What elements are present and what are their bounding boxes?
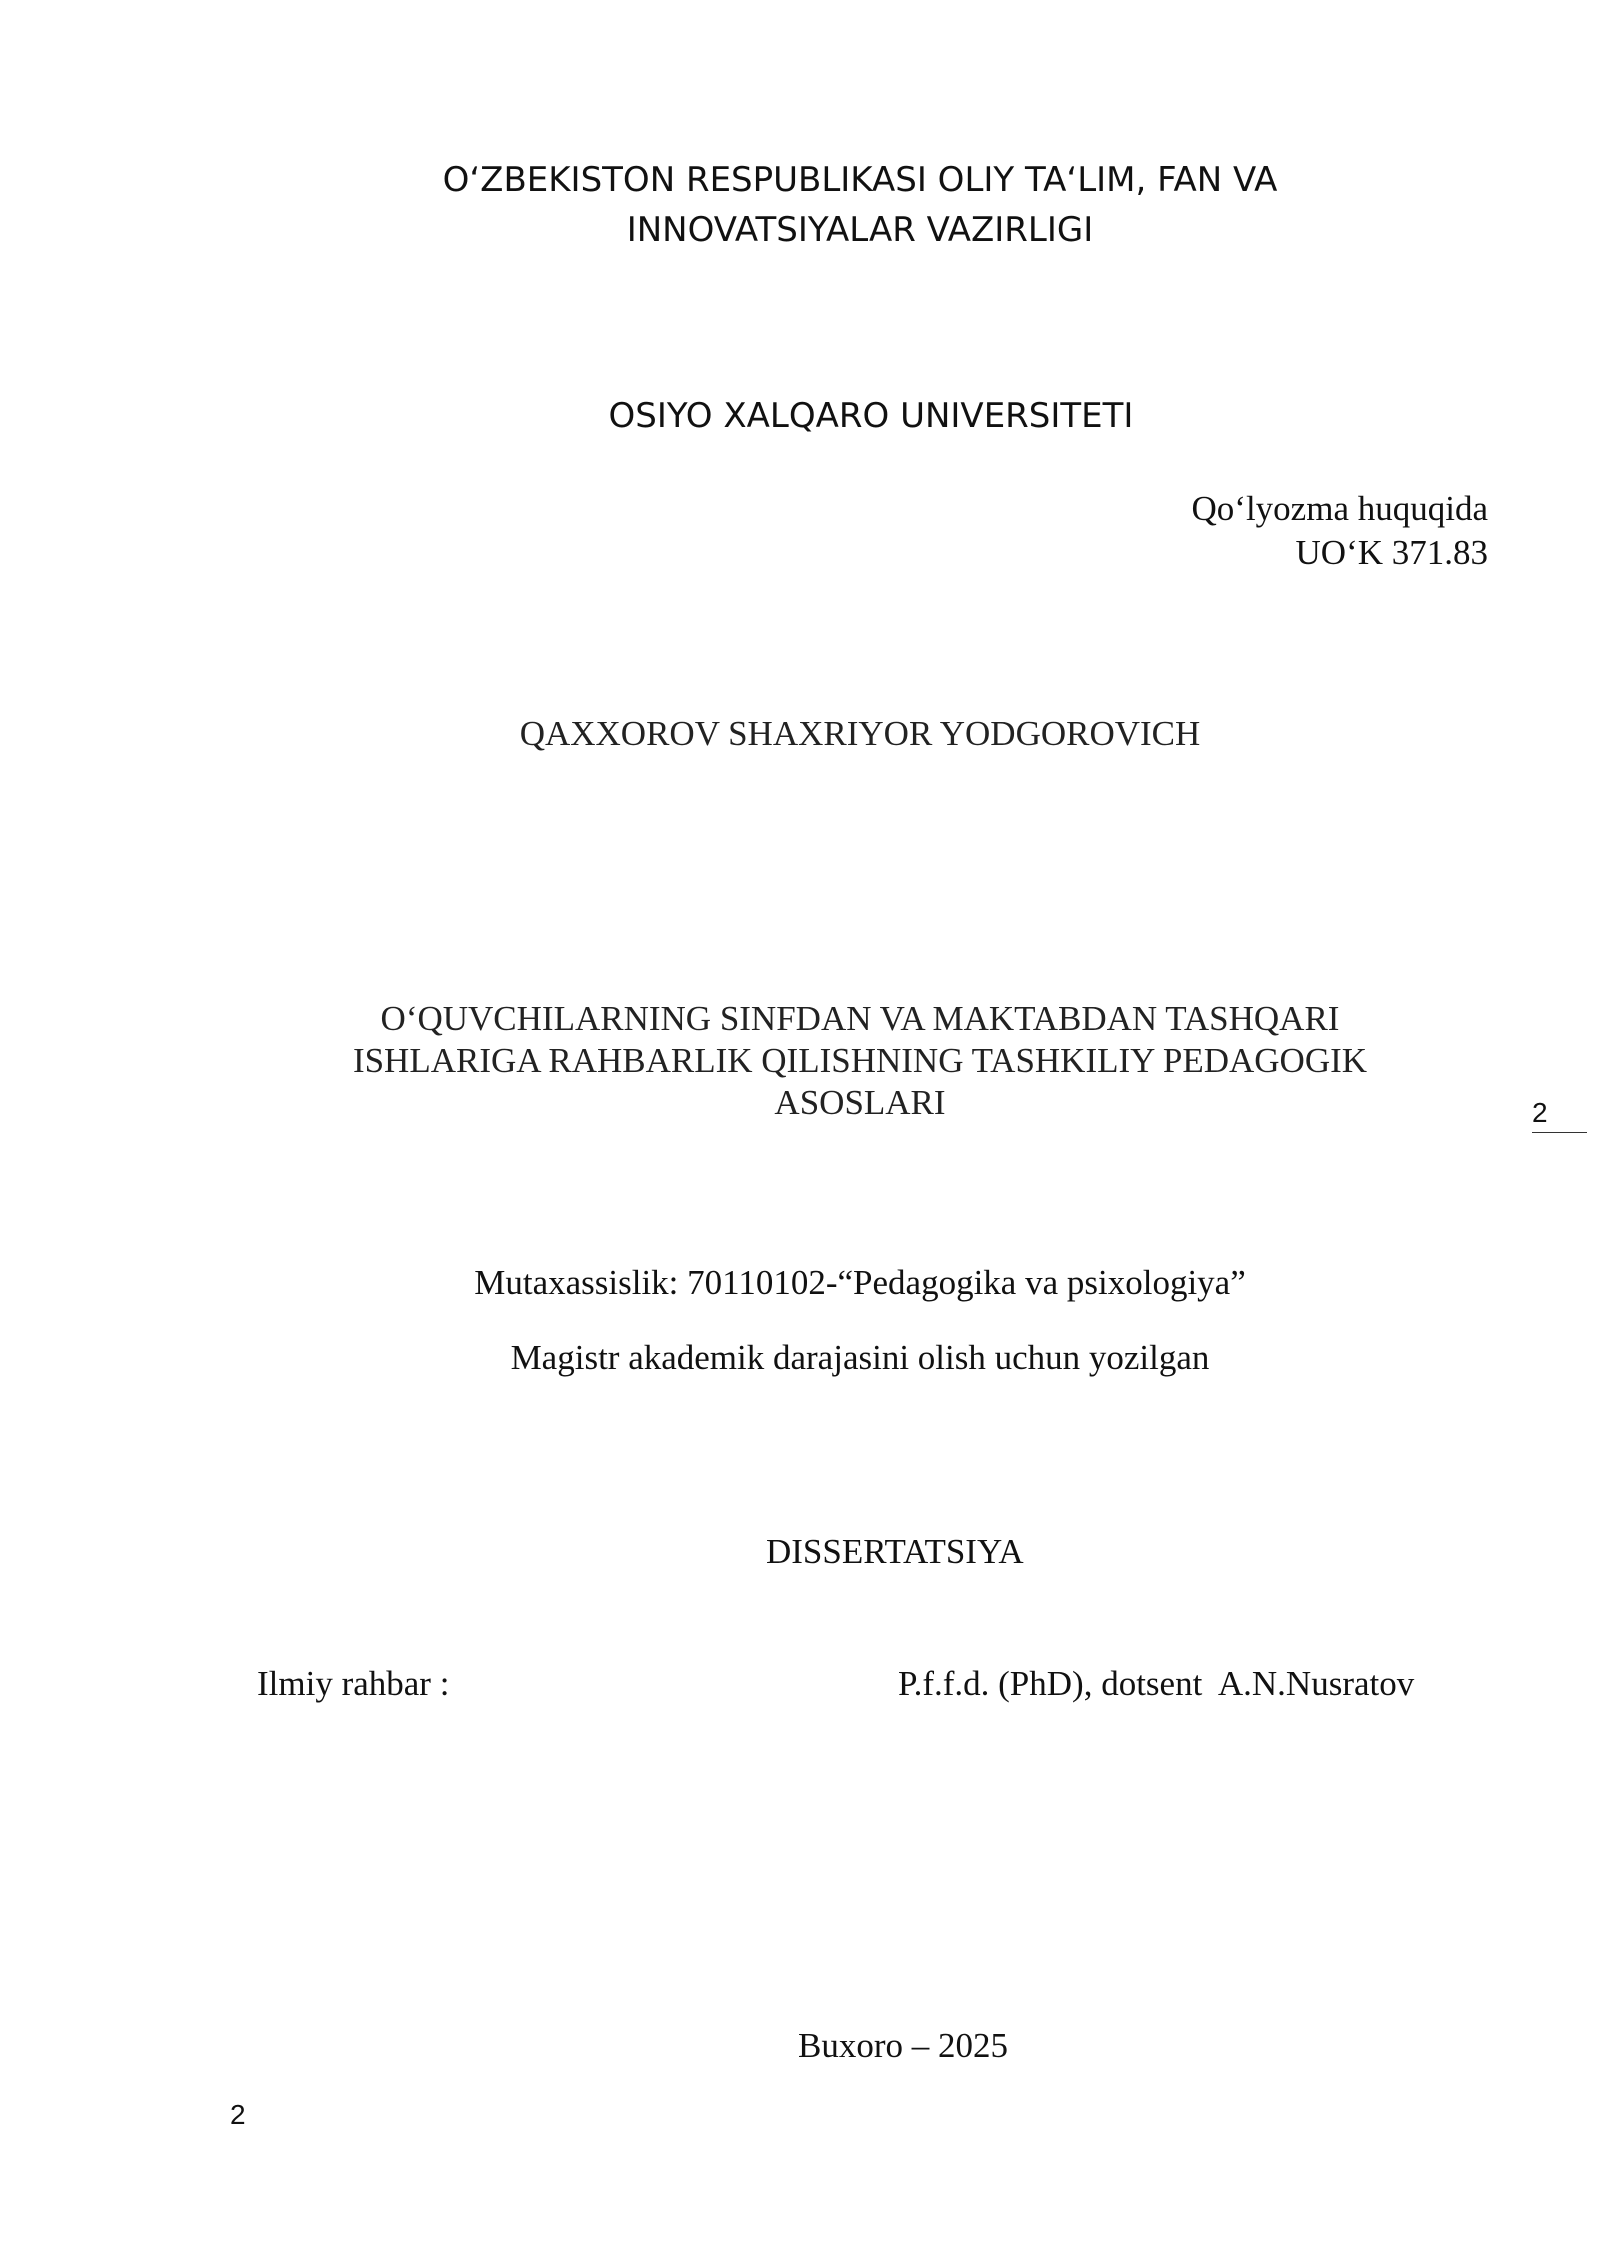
- thesis-title: [0, 998, 1600, 1124]
- ministry-line-1: O‘ZBEKISTON RESPUBLIKASI OLIY TA‘LIM, FAN VA: [442, 160, 1278, 200]
- university-name: OSIYO XALQARO UNIVERSITETI: [608, 396, 1134, 436]
- side-page-number: 2: [1532, 1096, 1587, 1133]
- advisor-label: Ilmiy rahbar :: [257, 1664, 450, 1703]
- specialty-line: Mutaxassislik: 70110102-“Pedagogika va psixologiya”: [474, 1263, 1246, 1302]
- degree-note: Magistr akademik darajasini olish uchun yozilgan: [510, 1338, 1210, 1377]
- city-year: Buxoro – 2025: [798, 2026, 1008, 2065]
- udc-code: UO‘K 371.83: [1295, 533, 1488, 572]
- document-type: DISSERTATSIYA: [766, 1532, 1024, 1571]
- rights-block: [1192, 487, 1488, 575]
- thesis-title-line-1: O‘QUVCHILARNING SINFDAN VA MAKTABDAN TASHQARI: [380, 999, 1340, 1038]
- footer-page-number: 2: [230, 2099, 246, 2130]
- rights-note: Qo‘lyozma huquqida: [1191, 489, 1488, 528]
- advisor-name: P.f.f.d. (PhD), dotsent A.N.Nusratov: [898, 1664, 1415, 1703]
- ministry-line-2: INNOVATSIYALAR VAZIRLIGI: [626, 210, 1094, 250]
- author-name: QAXXOROV SHAXRIYOR YODGOROVICH: [519, 714, 1201, 753]
- ministry-heading: [0, 155, 1600, 255]
- thesis-title-line-3: ASOSLARI: [774, 1083, 946, 1122]
- thesis-title-line-2: ISHLARIGA RAHBARLIK QILISHNING TASHKILIY PEDAGOGIK: [352, 1041, 1368, 1080]
